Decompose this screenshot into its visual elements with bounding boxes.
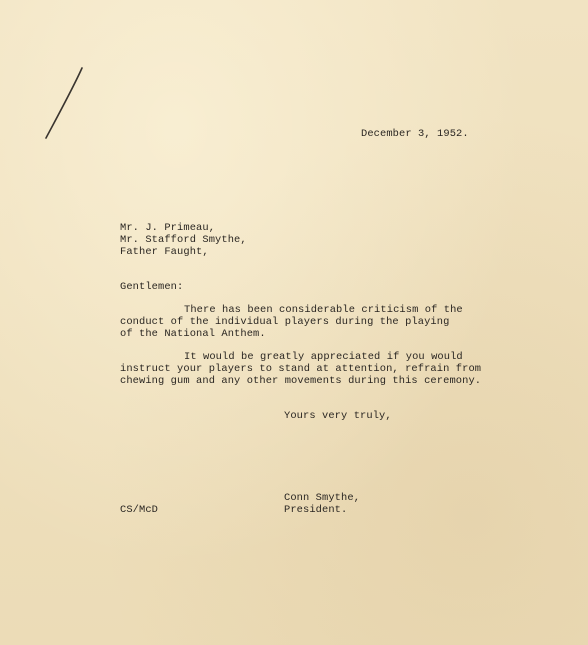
closing: Yours very truly, [284, 410, 392, 422]
paragraph-1-line: of the National Anthem. [120, 328, 266, 340]
recipient-line: Mr. J. Primeau, [120, 222, 216, 234]
signer-name: Conn Smythe, [284, 492, 361, 504]
paragraph-2-line: It would be greatly appreciated if you would [184, 351, 463, 363]
pen-mark [40, 64, 90, 144]
signer-title: President. [284, 504, 348, 516]
paragraph-1-line: There has been considerable criticism of the [184, 304, 463, 316]
recipient-line: Father Faught, [120, 246, 209, 258]
recipient-line: Mr. Stafford Smythe, [120, 234, 247, 246]
paragraph-2-line: chewing gum and any other movements during this ceremony. [120, 375, 482, 387]
paragraph-1-line: conduct of the individual players during the playing [120, 316, 450, 328]
salutation: Gentlemen: [120, 281, 184, 293]
typist-initials: CS/McD [120, 504, 159, 516]
paragraph-2-line: instruct your players to stand at attention, refrain from [120, 363, 482, 375]
letter-date: December 3, 1952. [361, 128, 469, 140]
